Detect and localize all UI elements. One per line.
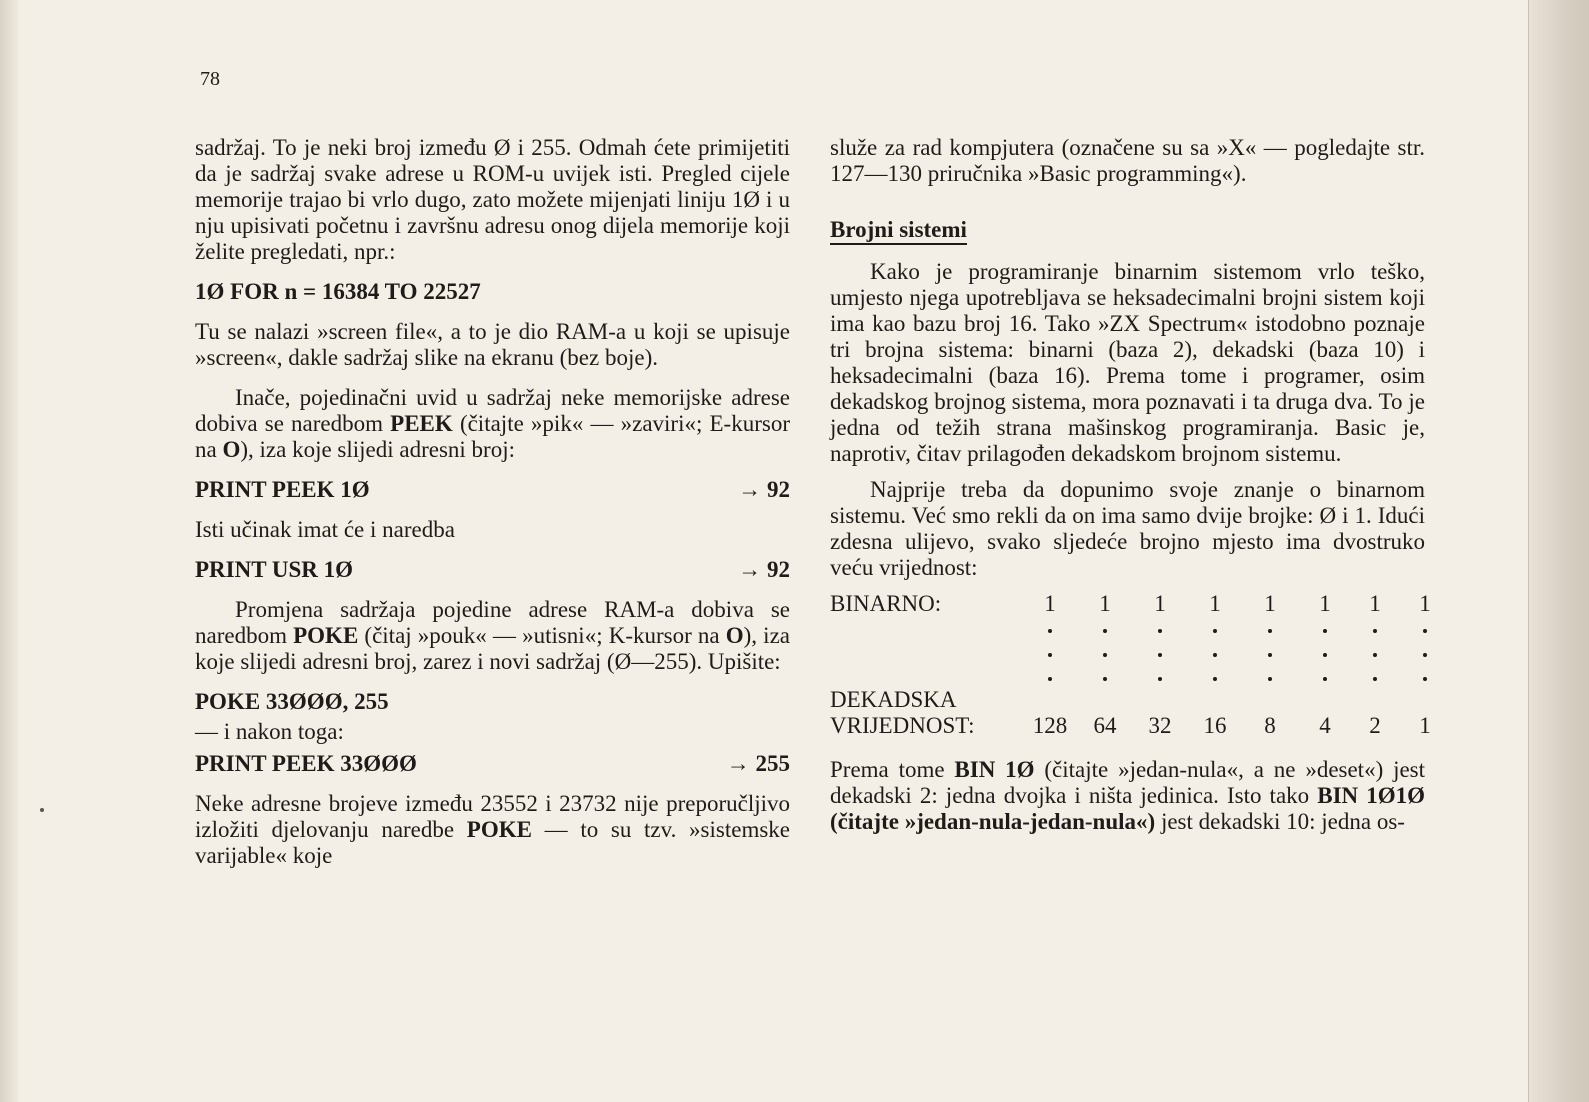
paragraph: Promjena sadržaja pojedine adrese RAM-a dobiva se naredbom POKE (čitaj »pouk« — »utisni«; K-kursor na O), iza koje slijedi adresni broj, zarez i novi sadržaj (Ø—255). Upišite: (195, 597, 790, 674)
keyword-poke: POKE (466, 817, 532, 842)
code-text: PRINT USR 1Ø (195, 557, 354, 582)
code-line: POKE 33ØØØ, 255 (195, 689, 389, 714)
paper-speck (40, 808, 44, 812)
code-line (195, 477, 790, 503)
paragraph: Prema tome BIN 1Ø (čitajte »jedan-nula«, a ne »deset«) jest dekadski 2: jedna dvojka i ništa jedinica. Isto tako BIN 1Ø1Ø (čitajte »jedan-nula-jedan-nula«) jest dekadski 10: jedna os- (830, 757, 1426, 834)
page-gutter-shadow (0, 0, 18, 1102)
binary-digit: 1 (1044, 591, 1056, 616)
binary-digit: 1 (1154, 591, 1166, 616)
decimal-label: DEKADSKA (830, 687, 957, 712)
code-text: PRINT PEEK 33ØØØ (195, 751, 417, 776)
decimal-value: 16 (1203, 713, 1227, 738)
right-column (830, 135, 1431, 835)
binary-digit: 1 (1099, 591, 1111, 616)
keyword-peek: PEEK (390, 411, 453, 436)
decimal-value: 64 (1093, 713, 1117, 738)
section-heading-wrap (830, 217, 1425, 245)
paragraph: Kako je programiranje binarnim sistemom vrlo teško, umjesto njega upotrebljava se heksadecimalni brojni sistem koji ima kao bazu broj 16. Tako »ZX Spectrum« istodobno poznaje tri brojna sistema: binarni (baza 2), dekadski (baza 10) i heksadecimalni (baza 16). Prema tome i programer, osim dekadskog brojnog sistema, mora poznavati i ta druga dva. To je jedna od težih strana mašinskog programiranja. Basic je, naprotiv, čitav prilagođen dekadskom brojnom sistemu. (830, 259, 1425, 466)
decimal-value: 2 (1369, 713, 1381, 738)
binary-digit: 1 (1264, 591, 1276, 616)
keyword-bin: BIN 1Ø1Ø (1317, 783, 1425, 808)
code-result: → 92 (738, 557, 790, 582)
code-result: → 92 (738, 477, 790, 502)
binary-digit: 1 (1419, 591, 1431, 616)
decimal-value: 128 (1032, 713, 1068, 738)
paragraph: služe za rad kompjutera (označene su sa »X« — pogledajte str. 127—130 priručnika »Basic programming«). (830, 135, 1425, 186)
decimal-label: VRIJEDNOST: (830, 713, 975, 738)
paragraph: — i nakon toga: (195, 719, 344, 744)
paragraph: Isti učinak imat će i naredba (195, 517, 455, 542)
key-o: O (725, 623, 744, 648)
code-line (195, 751, 790, 777)
binary-digit: 1 (1319, 591, 1331, 616)
paragraph: Najprije treba da dopunimo svoje znanje o binarnom sistemu. Već smo rekli da on ima samo dvije brojke: Ø i 1. Idući zdesna ulijevo, svako sljedeće brojno mjesto ima dvostruko veću vrijednost: (830, 477, 1425, 580)
key-o: O (222, 437, 241, 462)
code-line: 1Ø FOR n = 16384 TO 22527 (195, 279, 481, 304)
left-column (195, 135, 790, 869)
keyword-bin: BIN 1Ø (954, 757, 1035, 782)
page-edge (1528, 0, 1589, 1102)
code-result: → 255 (726, 751, 790, 776)
code-line (195, 557, 790, 583)
binary-label: BINARNO: (830, 591, 942, 616)
section-heading: Brojni sistemi (830, 217, 967, 245)
keyword-poke: POKE (293, 623, 359, 648)
binary-digit: 1 (1209, 591, 1221, 616)
page-number: 78 (200, 68, 220, 90)
code-text: PRINT PEEK 1Ø (195, 477, 370, 502)
decimal-value: 4 (1319, 713, 1331, 738)
paragraph: sadržaj. To je neki broj između Ø i 255. Odmah ćete primijetiti da je sadržaj svake adrese u ROM-u uvijek isti. Pregled cijele memorije trajao bi vrlo dugo, zato možete mijenjati liniju 1Ø i u nju upisivati početnu i završnu adresu onog dijela memorije koji želite pregledati, npr.: (195, 135, 790, 264)
binary-value-table (830, 591, 1431, 751)
decimal-value: 8 (1264, 713, 1276, 738)
paragraph: Neke adresne brojeve između 23552 i 23732 nije preporučljivo izložiti djelovanju naredbe POKE — to su tzv. »sistemske varijable« koje (195, 791, 790, 868)
paragraph: Inače, pojedinačni uvid u sadržaj neke memorijske adrese dobiva se naredbom PEEK (čitajte »pik« — »zaviri«; E-kursor na O), iza koje slijedi adresni broj: (195, 385, 790, 462)
binary-digit: 1 (1369, 591, 1381, 616)
paragraph: Tu se nalazi »screen file«, a to je dio RAM-a u koji se upisuje »screen«, dakle sadržaj slike na ekranu (bez boje). (195, 319, 790, 370)
decimal-value: 32 (1148, 713, 1172, 738)
decimal-value: 1 (1419, 713, 1431, 738)
